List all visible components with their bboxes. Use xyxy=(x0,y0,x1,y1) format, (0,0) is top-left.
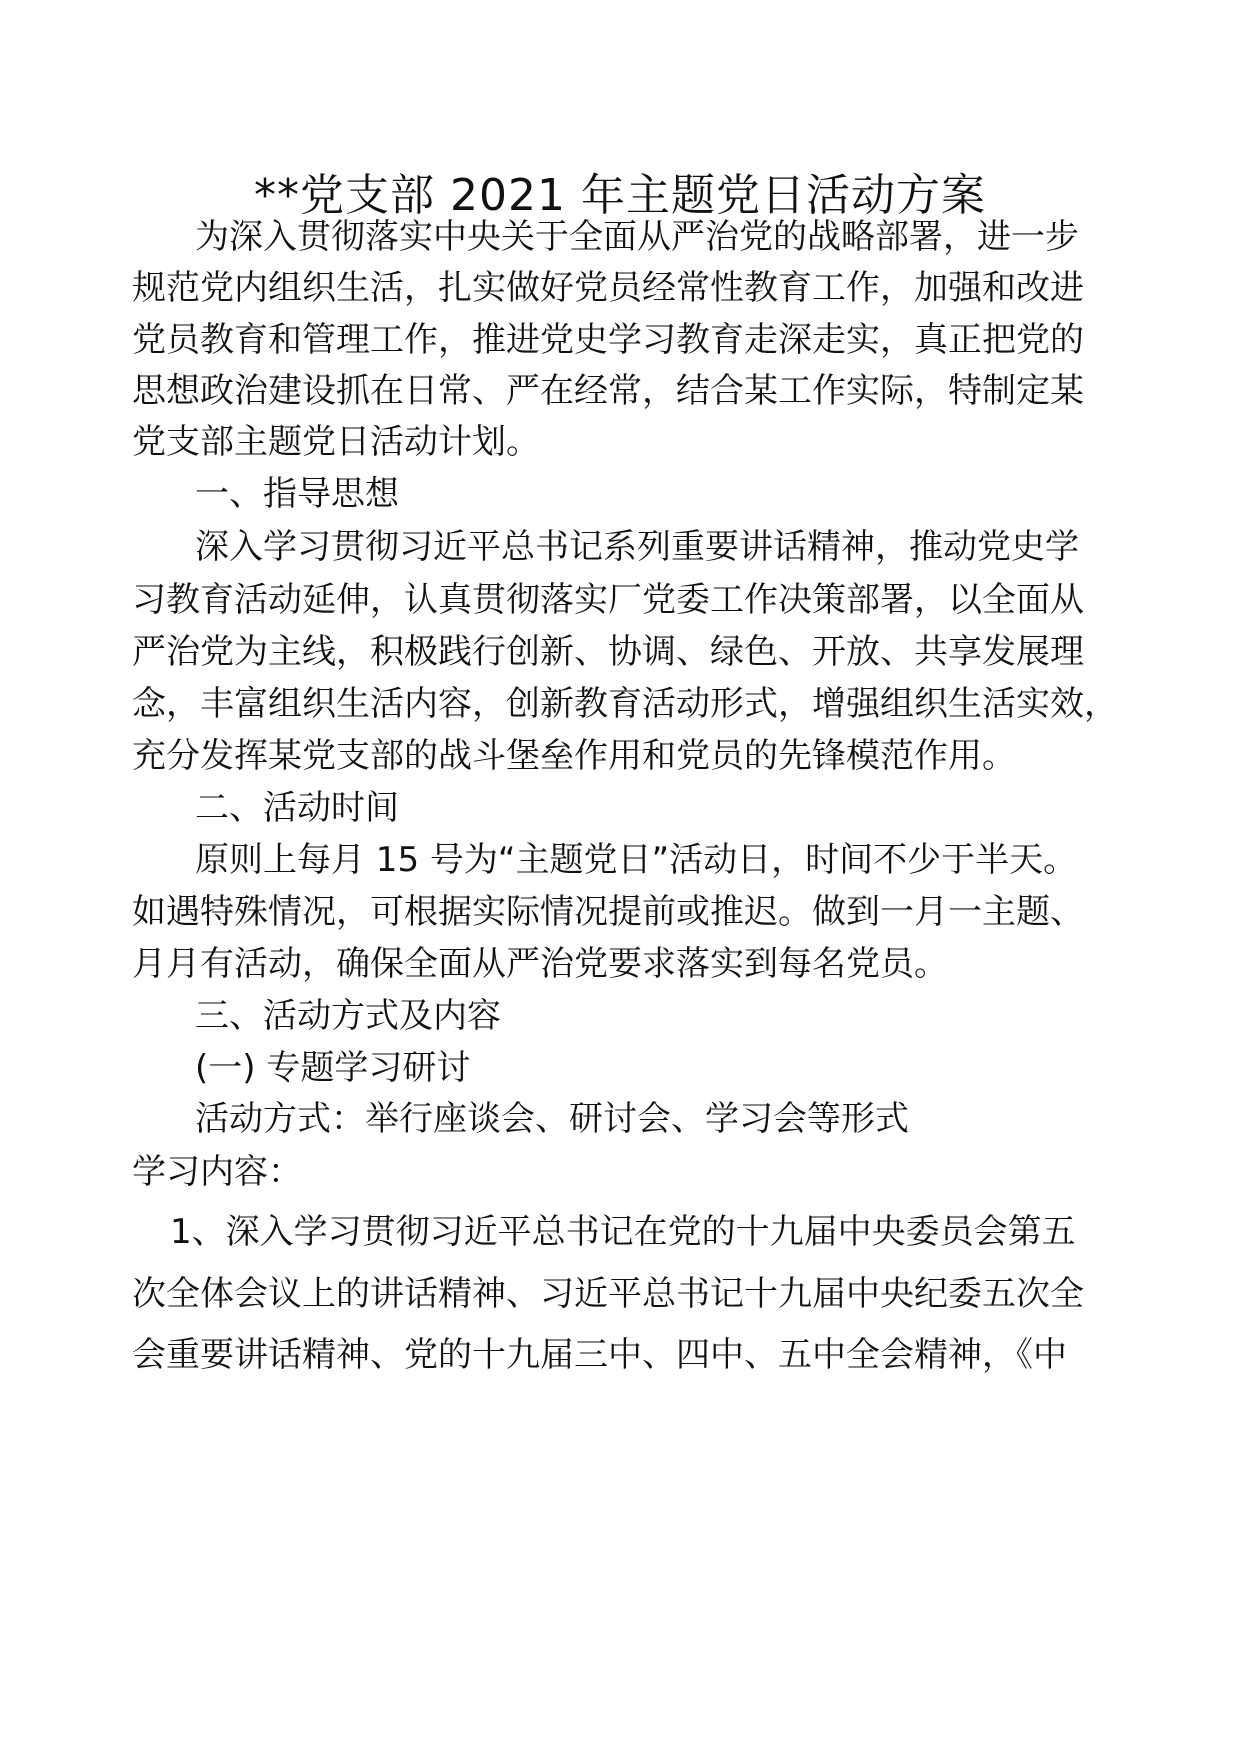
document-title: **党支部 2021 年主题党日活动方案 xyxy=(254,170,986,221)
paragraph-line: 深入学习贯彻习近平总书记系列重要讲话精神，推动党史学 xyxy=(195,527,1079,567)
paragraph-line: 严治党为主线，积极践行创新、协调、绿色、开放、共享发展理 xyxy=(132,632,1084,672)
paragraph-line: 为深入贯彻落实中央关于全面从严治党的战略部署，进一步 xyxy=(195,217,1079,257)
paragraph-line: 习教育活动延伸，认真贯彻落实厂党委工作决策部署，以全面从 xyxy=(132,580,1084,620)
section-heading: 三、活动方式及内容 xyxy=(195,996,501,1036)
paragraph-line: 学习内容： xyxy=(132,1152,302,1192)
subsection-heading: (一) 专题学习研讨 xyxy=(195,1048,471,1088)
paragraph-line: 原则上每月 15 号为“主题党日”活动日，时间不少于半天。 xyxy=(195,840,1078,880)
paragraph-line: 活动方式：举行座谈会、研讨会、学习会等形式 xyxy=(195,1099,909,1139)
list-item-line: 会重要讲话精神、党的十九届三中、四中、五中全会精神，《中 xyxy=(132,1335,1067,1375)
paragraph-line: 念，丰富组织生活内容，创新教育活动形式，增强组织生活实效， xyxy=(132,684,1118,724)
paragraph-line: 党支部主题党日活动计划。 xyxy=(132,422,540,462)
paragraph-line: 充分发挥某党支部的战斗堡垒作用和党员的先锋模范作用。 xyxy=(132,736,1016,776)
paragraph-line: 党员教育和管理工作，推进党史学习教育走深走实，真正把党的 xyxy=(132,320,1084,360)
paragraph-line: 思想政治建设抓在日常、严在经常，结合某工作实际，特制定某 xyxy=(132,371,1084,411)
section-heading: 二、活动时间 xyxy=(195,788,399,828)
paragraph-line: 如遇特殊情况，可根据实际情况提前或推迟。做到一月一主题、 xyxy=(132,892,1084,932)
paragraph-line: 规范党内组织生活，扎实做好党员经常性教育工作，加强和改进 xyxy=(132,268,1084,308)
section-heading: 一、指导思想 xyxy=(195,474,399,514)
list-item-line: 1、深入学习贯彻习近平总书记在党的十九届中央委员会第五 xyxy=(170,1212,1076,1252)
list-item-line: 次全体会议上的讲话精神、习近平总书记十九届中央纪委五次全 xyxy=(132,1274,1084,1314)
paragraph-line: 月月有活动，确保全面从严治党要求落实到每名党员。 xyxy=(132,944,948,984)
